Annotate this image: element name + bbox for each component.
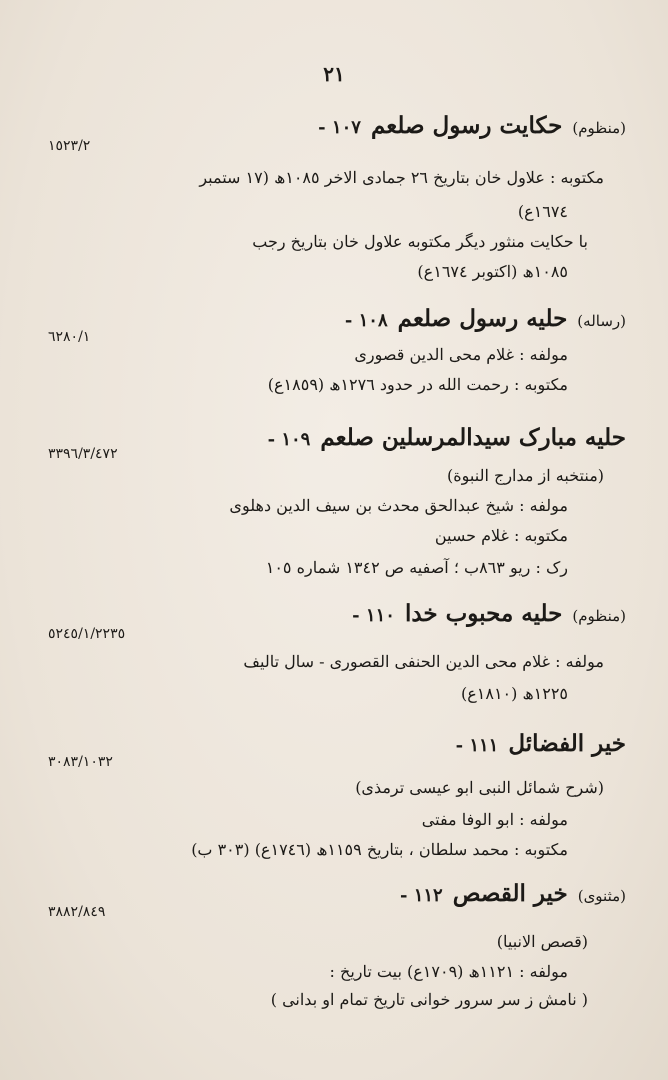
entry-heading bbox=[345, 305, 626, 332]
entry-line: رک : ریو ٨٦٣ب ؛ آصفیه ص ١٣٤٢ شماره ١٠٥ bbox=[265, 558, 568, 577]
entry-genre: (رساله) bbox=[577, 312, 626, 330]
entry-number: ١٠٧ - bbox=[318, 117, 361, 138]
entry-ref: ٥٢٤٥/١/٢٢٣٥ bbox=[48, 626, 126, 642]
entry-line: مولفه : ١١٢١ھ (١٧٠٩ع) بیت تاریخ : bbox=[329, 962, 568, 981]
entry-line: (قصص الانبیا) bbox=[496, 932, 588, 951]
entry-line: ١٦٧٤ع) bbox=[517, 202, 568, 221]
entry-title: حکایت رسول صلعم bbox=[370, 112, 563, 139]
entry-line: مکتوبه : رحمت الله در حدود ١٢٧٦ھ (١٨٥٩ع) bbox=[267, 375, 568, 394]
entry-line: مکتوبه : علاول خان بتاریخ ٢٦ جمادی الاخر ١٠٨٥ھ (١٧ ستمبر bbox=[199, 168, 604, 187]
entry-ref: ١٥٢٣/٢ bbox=[48, 138, 91, 154]
entry-line: (شرح شمائل النبی ابو عیسی ترمذی) bbox=[355, 778, 604, 797]
entry-line: مولفه : شیخ عبدالحق محدث بن سیف الدین دهلوی bbox=[229, 496, 568, 515]
entry-genre: (منظوم) bbox=[572, 119, 626, 137]
entry-number: ١١١ - bbox=[455, 735, 499, 756]
entry-ref: ٦٢٨٠/١ bbox=[48, 329, 91, 345]
entry-title: حلیه مبارک سیدالمرسلین صلعم bbox=[320, 424, 626, 451]
entry-ref: ٣٠٨٣/١٠٣٢ bbox=[48, 754, 113, 770]
entry-title: خیر القصص bbox=[452, 880, 568, 907]
entry-ref: ٣٣٩٦/٣/٤٧٢ bbox=[48, 446, 118, 462]
entry-line: مولفه : ابو الوفا مفتی bbox=[421, 810, 568, 829]
entry-heading bbox=[352, 600, 626, 627]
entry-heading bbox=[456, 730, 626, 757]
page-number: ٢١ bbox=[323, 62, 345, 86]
entry-heading bbox=[318, 112, 626, 139]
entry-line: ( نامش ز سر سرور خوانی تاریخ تمام او بدانی ) bbox=[270, 990, 588, 1009]
entry-genre: (منظوم) bbox=[572, 607, 626, 625]
entry-number: ١١٠ - bbox=[352, 605, 395, 626]
entry-line: مکتوبه : محمد سلطان ، بتاریخ ١١٥٩ھ (١٧٤٦ع) (٣٠٣ ب) bbox=[191, 840, 568, 859]
entry-line: (منتخبه از مدارج النبوة) bbox=[447, 466, 604, 485]
entry-line: مکتوبه : غلام حسین bbox=[434, 526, 568, 545]
entry-number: ١٠٨ - bbox=[344, 310, 388, 331]
entry-title: حلیه محبوب خدا bbox=[404, 600, 563, 627]
entry-heading bbox=[268, 424, 626, 451]
entry-line: مولفه : غلام محی الدین الحنفی القصوری - سال تالیف bbox=[243, 652, 604, 671]
entry-line: مولفه : غلام محی الدین قصوری bbox=[354, 345, 568, 364]
entry-line: ١٢٢٥ھ (١٨١٠ع) bbox=[460, 684, 568, 703]
entry-number: ١١٢ - bbox=[399, 885, 443, 906]
entry-title: خیر الفضائل bbox=[508, 730, 626, 757]
entry-number: ١٠٩ - bbox=[267, 429, 311, 450]
entry-heading bbox=[400, 880, 626, 907]
entry-title: حلیه رسول صلعم bbox=[397, 305, 568, 332]
entry-line: با حکایت منثور دیگر مکتوبه علاول خان بتاریخ رجب bbox=[252, 232, 588, 251]
entry-ref: ٣٨٨٢/٨٤٩ bbox=[48, 904, 106, 920]
entry-genre: (مثنوی) bbox=[577, 887, 626, 905]
entry-line: ١٠٨٥ھ (اکتوبر ١٦٧٤ع) bbox=[417, 262, 568, 281]
